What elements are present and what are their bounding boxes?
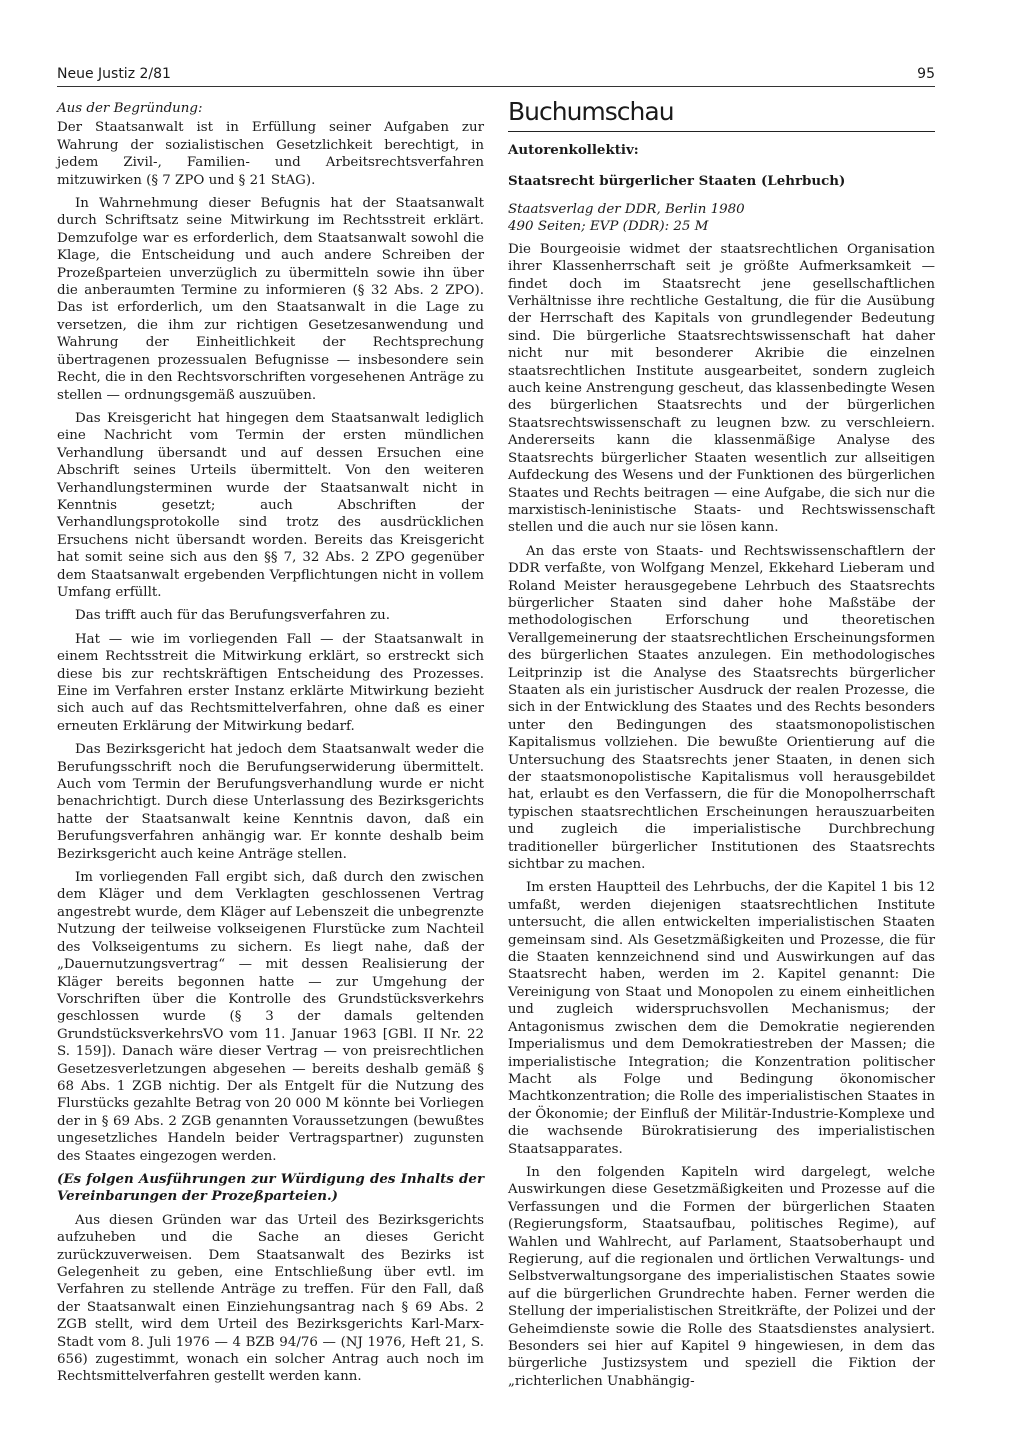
book-title: Staatsrecht bürgerlicher Staaten (Lehrbuch) [508,173,846,190]
body-paragraph: Hat — wie im vorliegenden Fall — der Staatsanwalt in einem Rechtsstreit die Mitwirkung erklärt, so erstreckt sich diese bis zur rechtskräftigen Entscheidung des Prozesses. Eine im Verfahren erster Instanz erklärte Mitwirkung bezieht sich auch auf das Rechtsmittelverfahren, ohne daß es einer erneuten Erklärung der Mitwirkung bedarf. [57,631,484,734]
body-paragraph: An das erste von Staats- und Rechtswissenschaftlern der DDR verfaßte, von Wolfgang Menzel, Ekkehard Lieberam und Roland Meister herausgegebene Lehrbuch des Staatsrechts bürgerlicher Staaten sind daher hohe Maßstäbe der methodologischen Erforschung und theoretischen Verallgemeinerung der staatsrechtlichen Erscheinungsformen des bürgerlichen Staates anzulegen. Ein methodologisches Leitprinzip ist die Analyse des Staatsrechts bürgerlicher Staaten als ein juristischer Ausdruck der realen Prozesse, die sich in der Entwicklung des Staates und des Rechts besonders unter den Bedingungen des staatsmonopolistischen Kapitalismus vollziehen. Die bewußte Orientierung auf die Untersuchung des Staatsrechts jener Staaten, in denen sich der staatsmonopolistische Kapitalismus voll herausgebildet hat, erlaubt es den Verfassern, die für die Monopolherrschaft typischen staatsrechtlichen Erscheinungen herauszuarbeiten und zugleich die imperialistische Durchbrechung traditioneller bürgerlicher Institutionen des Staatsrechts sichtbar zu machen. [508,543,935,873]
journal-issue: Neue Justiz 2/81 [57,66,171,82]
body-paragraph: Das trifft auch für das Berufungsverfahren zu. [75,608,391,624]
book-authors: Autorenkollektiv: [508,142,639,158]
body-paragraph: Der Staatsanwalt ist in Erfüllung seiner Aufgaben zur Wahrung der sozialistischen Gesetzlichkeit berechtigt, in jedem Zivil-, Familien- und Arbeitsrechtsverfahren mitzuwirken (§ 7 ZPO und § 21 StAG). [57,120,484,188]
left-column [57,100,484,1392]
right-column [508,97,935,1396]
body-paragraph: Im vorliegenden Fall ergibt sich, daß durch den zwischen dem Kläger und dem Verklagten geschlossenen Vertrag angestrebt wurde, dem Kläger auf Lebenszeit die unbegrenzte Nutzung der teilweise volkseigenen Flurstücke zum Nachteil des Volkseigentums zu sichern. Es liegt nahe, daß der „Dauernutzungsvertrag“ — mit dessen Realisierung der Kläger bereits begonnen hatte — zur Umgehung der Vorschriften über die Kontrolle des Grundstücksverkehrs geschlossen wurde (§ 3 der damals geltenden GrundstücksverkehrsVO vom 11. Januar 1963 [GBl. II Nr. 22 S. 159]). Danach wäre dieser Vertrag — von preisrechtlichen Gesetzesverletzungen abgesehen — bereits deshalb gemäß § 68 Abs. 1 ZGB nichtig. Der als Entgelt für die Nutzung des Flurstücks gezahlte Betrag von 20 000 M könnte bei Vorliegen der in § 69 Abs. 2 ZGB genannten Voraussetzungen (bewußtes ungesetzliches Handeln beider Vertragspartner) zugunsten des Staates eingezogen werden. [57,870,484,1164]
body-paragraph: Das Kreisgericht hat hingegen dem Staatsanwalt lediglich eine Nachricht vom Termin der ersten mündlichen Verhandlung übersandt und auf dessen Ersuchen eine Abschrift seines Urteils übermittelt. Von den weiteren Verhandlungsterminen wurde der Staatsanwalt nicht in Kenntnis gesetzt; auch Abschriften der Verhandlungsprotokolle sind trotz des ausdrücklichen Ersuchens nicht übersandt worden. Bereits das Kreisgericht hat somit seine sich aus den §§ 7, 32 Abs. 2 ZPO gegenüber dem Staatsanwalt ergebenden Verpflichtungen nicht in vollem Umfang erfüllt. [57,410,484,600]
publisher-line: Staatsverlag der DDR, Berlin 1980 [508,201,745,217]
section-subheading: Aus der Begründung: [57,101,203,116]
running-header [57,66,935,87]
editorial-note: (Es folgen Ausführungen zur Würdigung des Inhalts der Vereinbarungen der Prozeßparteien.) [57,1170,484,1205]
publication-info [508,201,935,235]
body-paragraph: In den folgenden Kapiteln wird dargelegt, welche Auswirkungen diese Gesetzmäßigkeiten und Prozesse auf die Verfassungen und die Formen der bürgerlichen Staaten (Regierungsform, Staatsaufbau, politisches Regime), auf Wahlen und Wahlrecht, auf Parlament, Staatsoberhaupt und Regierung, auf die regionalen und örtlichen Verwaltungs- und Selbstverwaltungsorgane des imperialistischen Staates sowie auf die bürgerlichen Grundrechte haben. Ferner werden die Stellung der imperialistischen Streitkräfte, der Polizei und der Geheimdienste sowie die Rolle des Staatsdienstes analysiert. Besonders sei hier auf Kapitel 9 hingewiesen, in dem das bürgerliche Justizsystem und speziell die Fiktion der „richterlichen Unabhängig- [508,1164,935,1389]
pages-price-line: 490 Seiten; EVP (DDR): 25 M [508,218,709,234]
body-paragraph: Aus diesen Gründen war das Urteil des Bezirksgerichts aufzuheben und die Sache an dieses Gericht zurückzuverweisen. Dem Staatsanwalt des Bezirks ist Gelegenheit zu geben, eine Entschließung über evtl. im Verfahren zu stellende Anträge zu treffen. Für den Fall, daß der Staatsanwalt einen Einziehungsantrag nach § 69 Abs. 2 ZGB stellt, wird dem Urteil des Bezirksgerichts Karl-Marx-Stadt vom 8. Juli 1976 — 4 BZB 94/76 — (NJ 1976, Heft 21, S. 656) zugestimmt, wonach ein solcher Antrag auch noch im Rechtsmittelverfahren gestellt werden kann. [57,1212,484,1385]
page-number: 95 [917,66,935,82]
body-paragraph: Im ersten Hauptteil des Lehrbuchs, der die Kapitel 1 bis 12 umfaßt, werden diejenigen staatsrechtlichen Institute untersucht, die allen entwickelten imperialistischen Staaten gemeinsam sind. Als Gesetzmäßigkeiten und Prozesse, die für die Staaten kennzeichnend sind und Auswirkungen auf das Staatsrecht haben, werden im 2. Kapitel genannt: Die Vereinigung von Staat und Monopolen zu einem einheitlichen und zugleich widerspruchsvollen Mechanismus; der Antagonismus zwischen dem die Demokratie negierenden Imperialismus und dem Demokratiestreben der Massen; die imperialistische Integration; die Konzentration politischer Macht als Folge und Bedingung ökonomischer Machtkonzentration; die Rolle des imperialistischen Staates in der Ökonomie; der Einfluß der Militär-Industrie-Komplexe und die wachsende Bürokratisierung des imperialistischen Staatsapparates. [508,880,935,1157]
body-paragraph: In Wahrnehmung dieser Befugnis hat der Staatsanwalt durch Schriftsatz seine Mitwirkung im Rechtsstreit erklärt. Demzufolge war es erforderlich, dem Staatsanwalt sowohl die Klage, die Entscheidung und auch andere Schreiben der Prozeßparteien unverzüglich zu übermitteln sowie ihn über die anberaumten Termine zu informieren (§ 32 Abs. 2 ZPO). Das ist erforderlich, um den Staatsanwalt in die Lage zu versetzen, die ihm zur richtigen Gesetzesanwendung und Wahrung der Einheitlichkeit der Rechtsprechung übertragenen prozessualen Befugnisse — insbesondere sein Recht, die in den Rechtsvorschriften vorgesehenen Anträge zu stellen — ordnungsgemäß auszuüben. [57,196,484,403]
section-title: Buchumschau [508,97,935,132]
body-paragraph: Die Bourgeoisie widmet der staatsrechtlichen Organisation ihrer Klassenherrschaft seit je größte Aufmerksamkeit — findet doch im Staatsrecht jene gesellschaftlichen Verhältnisse ihre rechtliche Gestaltung, die für die Ausübung der Herrschaft des Kapitals von grundlegender Bedeutung sind. Die bürgerliche Staatsrechtswissenschaft hat daher nicht nur mit besonderer Akribie die einzelnen staatsrechtlichen Institute ausgearbeitet, sondern zugleich auch keine Anstrengung gescheut, das klassenbedingte Wesen des bürgerlichen Staatsrechts und der bürgerlichen Staatsrechtswissenschaft zu leugnen bzw. zu verschleiern. Andererseits kann die klassenmäßige Analyse des Staatsrechts bürgerlicher Staaten wesentlich zur allseitigen Aufdeckung des Wesens und der Funktionen des bürgerlichen Staates und Rechts beitragen — eine Aufgabe, die sich nur die marxistisch-leninistische Staats- und Rechtswissenschaft stellen und die auch nur sie lösen kann. [508,241,935,536]
body-paragraph: Das Bezirksgericht hat jedoch dem Staatsanwalt weder die Berufungsschrift noch die Berufungserwiderung übermittelt. Auch vom Termin der Berufungsverhandlung wurde er nicht benachrichtigt. Durch diese Unterlassung des Bezirksgerichts hatte der Staatsanwalt keine Kenntnis davon, daß ein Berufungsverfahren anhängig war. Er konnte deshalb beim Bezirksgericht auch keine Anträge stellen. [57,742,484,862]
